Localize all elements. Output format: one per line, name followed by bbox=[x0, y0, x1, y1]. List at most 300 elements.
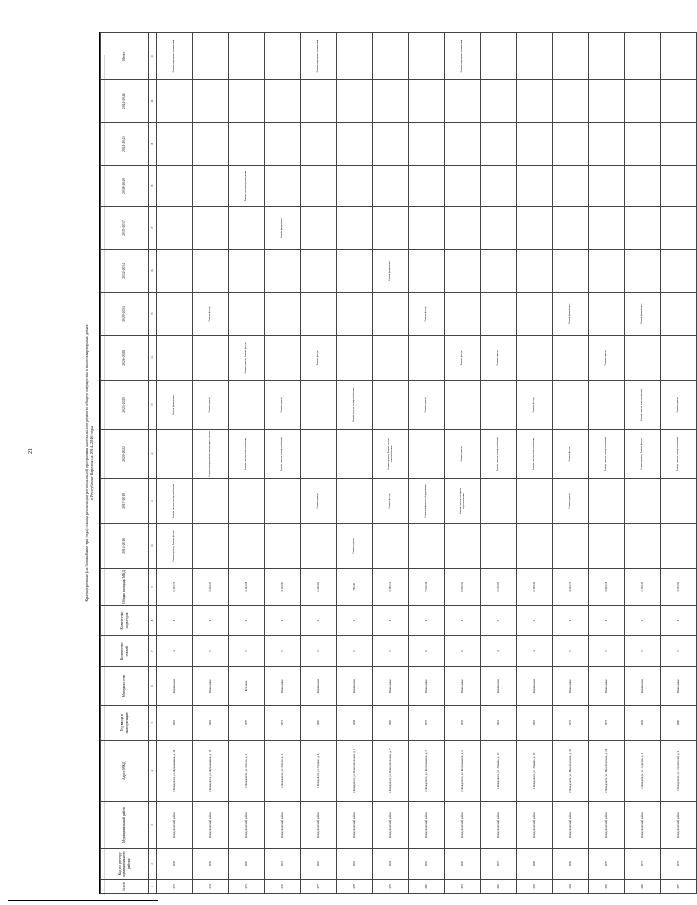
column-index: 2 bbox=[149, 849, 157, 880]
cell-year: 1961 bbox=[481, 705, 517, 740]
column-header: 2035-2037 bbox=[101, 206, 149, 249]
cell-works bbox=[625, 166, 661, 207]
cell-works bbox=[625, 478, 661, 523]
cell-works bbox=[445, 249, 481, 292]
cell-works bbox=[337, 478, 373, 523]
cell-works bbox=[661, 166, 697, 207]
cell-works bbox=[229, 80, 265, 123]
cell-area: 2 345,75 bbox=[157, 568, 193, 605]
cell-year: 1980 bbox=[661, 705, 697, 740]
cell-works bbox=[661, 478, 697, 523]
footnote-rule bbox=[8, 900, 158, 901]
cell-works: Ремонт крыши bbox=[553, 478, 589, 523]
cell-year: 1960 bbox=[301, 705, 337, 740]
cell-works bbox=[589, 80, 625, 123]
cell-works bbox=[409, 429, 445, 478]
cell-works: Ремонт фасада bbox=[445, 335, 481, 380]
cell-works bbox=[301, 380, 337, 429]
cell-code: 1060 bbox=[229, 849, 265, 880]
cell-works: Ремонт крыши bbox=[661, 380, 697, 429]
cell-works: Ремонт крыши bbox=[193, 380, 229, 429]
cell-code: 1065 bbox=[409, 849, 445, 880]
cell-works bbox=[409, 166, 445, 207]
column-header: 2038-2040 bbox=[101, 166, 149, 207]
cell-district: Кондопожский район bbox=[553, 801, 589, 848]
cell-works: Ремонт крыши bbox=[409, 380, 445, 429]
cell-works bbox=[553, 166, 589, 207]
cell-works bbox=[373, 123, 409, 166]
cell-works: Ремонт систем холодного водоснабжения bbox=[445, 478, 481, 523]
column-index: 7 bbox=[149, 636, 157, 667]
cell-works bbox=[373, 292, 409, 335]
cell-code: 1068 bbox=[517, 849, 553, 880]
cell-floors: 3 bbox=[301, 636, 337, 667]
cell-area: 3 410,20 bbox=[193, 568, 229, 605]
cell-works bbox=[409, 33, 445, 80]
column-index: 4 bbox=[149, 740, 157, 801]
cell-n: 483 bbox=[517, 879, 553, 893]
cell-district: Кондопожский район bbox=[265, 801, 301, 848]
cell-works bbox=[517, 80, 553, 123]
cell-works bbox=[517, 335, 553, 380]
cell-works: Ремонт систем теплоснабжения bbox=[229, 429, 265, 478]
cell-district: Кондопожский район bbox=[409, 801, 445, 848]
cell-works: Ремонт систем электроснабжения bbox=[265, 429, 301, 478]
column-header: 2041-2043 bbox=[101, 123, 149, 166]
cell-works: Ремонт крыши, Ремонт фасада bbox=[625, 429, 661, 478]
cell-area: 780,45 bbox=[337, 568, 373, 605]
cell-works bbox=[157, 429, 193, 478]
cell-code: 1059 bbox=[193, 849, 229, 880]
cell-works bbox=[409, 80, 445, 123]
cell-entrances: 4 bbox=[193, 605, 229, 636]
cell-works bbox=[337, 166, 373, 207]
cell-works bbox=[193, 123, 229, 166]
cell-area: 1 156,30 bbox=[625, 568, 661, 605]
cell-works: Ремонт фундамента bbox=[553, 292, 589, 335]
cell-works bbox=[553, 523, 589, 568]
cell-district: Кондопожский район bbox=[337, 801, 373, 848]
cell-district: Кондопожский район bbox=[373, 801, 409, 848]
cell-works bbox=[409, 523, 445, 568]
cell-works: Ремонт внутридомовых инженерных систем bbox=[193, 429, 229, 478]
column-index: 11 bbox=[149, 478, 157, 523]
cell-floors: 3 bbox=[625, 636, 661, 667]
cell-entrances: 5 bbox=[445, 605, 481, 636]
cell-district: Кондопожский район bbox=[517, 801, 553, 848]
cell-works bbox=[337, 292, 373, 335]
column-index: 20 bbox=[149, 80, 157, 123]
cell-works bbox=[265, 33, 301, 80]
cell-address: г. Кондопога, ул. Строителей, д. 9 bbox=[661, 740, 697, 801]
column-index: 13 bbox=[149, 380, 157, 429]
cell-wall: Панельные bbox=[661, 667, 697, 706]
cell-code: 1066 bbox=[445, 849, 481, 880]
cell-area: 3 250,90 bbox=[661, 568, 697, 605]
cell-floors: 9 bbox=[409, 636, 445, 667]
cell-entrances: 2 bbox=[337, 605, 373, 636]
cell-works bbox=[301, 123, 337, 166]
cell-district: Кондопожский район bbox=[229, 801, 265, 848]
cell-entrances: 6 bbox=[229, 605, 265, 636]
cell-year: 1970 bbox=[229, 705, 265, 740]
cell-year: 1965 bbox=[193, 705, 229, 740]
column-header: Год ввода в эксплуатацию bbox=[101, 705, 149, 740]
cell-works bbox=[373, 335, 409, 380]
cell-address: г. Кондопога, ул. Космонавтов, д. 2 bbox=[409, 740, 445, 801]
cell-works bbox=[265, 80, 301, 123]
column-index: 21 bbox=[149, 33, 157, 80]
cell-works bbox=[193, 335, 229, 380]
cell-works: Ремонт подвальных помещений bbox=[157, 33, 193, 80]
column-header: Количество подъездов bbox=[101, 605, 149, 636]
column-index: 10 bbox=[149, 523, 157, 568]
cell-works bbox=[481, 33, 517, 80]
cell-n: 484 bbox=[553, 879, 589, 893]
cell-works bbox=[229, 249, 265, 292]
cell-entrances: 4 bbox=[661, 605, 697, 636]
cell-works bbox=[661, 206, 697, 249]
column-index: 1 bbox=[149, 879, 157, 893]
table-row bbox=[301, 33, 337, 894]
cell-works: Ремонт крыши bbox=[445, 429, 481, 478]
cell-wall: Панельные bbox=[373, 667, 409, 706]
table-row bbox=[589, 33, 625, 894]
cell-district: Кондопожский район bbox=[157, 801, 193, 848]
cell-works bbox=[481, 292, 517, 335]
column-header: 2029-2031 bbox=[101, 292, 149, 335]
cell-entrances: 4 bbox=[373, 605, 409, 636]
cell-entrances: 3 bbox=[517, 605, 553, 636]
cell-code: 1062 bbox=[301, 849, 337, 880]
cell-works bbox=[661, 523, 697, 568]
cell-works bbox=[265, 523, 301, 568]
cell-entrances: 4 bbox=[157, 605, 193, 636]
cell-works: Ремонт систем электроснабжения bbox=[481, 429, 517, 478]
column-header: 2026-2028 bbox=[101, 335, 149, 380]
column-index: 17 bbox=[149, 206, 157, 249]
cell-works: Ремонт крыши bbox=[301, 478, 337, 523]
cell-address: г. Кондопога, ул. Пролетарская, д. 20 bbox=[553, 740, 589, 801]
cell-wall: Кирпичные bbox=[301, 667, 337, 706]
cell-works: Ремонт подвальных помещений bbox=[301, 33, 337, 80]
cell-works: Ремонт крыши, Ремонт систем теплоснабжения bbox=[373, 429, 409, 478]
cell-works bbox=[373, 80, 409, 123]
cell-address: г. Кондопога, ул. Пролетарская, д. 24 bbox=[589, 740, 625, 801]
cell-works bbox=[337, 33, 373, 80]
cell-works: Ремонт фасада bbox=[193, 292, 229, 335]
cell-works bbox=[157, 80, 193, 123]
cell-works bbox=[481, 206, 517, 249]
cell-entrances: 6 bbox=[553, 605, 589, 636]
cell-works bbox=[337, 249, 373, 292]
cell-works bbox=[301, 249, 337, 292]
cell-area: 1 240,60 bbox=[301, 568, 337, 605]
cell-n: 477 bbox=[301, 879, 337, 893]
column-index: 8 bbox=[149, 605, 157, 636]
cell-works: Ремонт крыши, Ремонт фасада bbox=[229, 335, 265, 380]
cell-address: г. Кондопога, ул. Советов, д. 3 bbox=[625, 740, 661, 801]
cell-entrances: 6 bbox=[265, 605, 301, 636]
cell-works bbox=[301, 206, 337, 249]
cell-n: 479 bbox=[373, 879, 409, 893]
cell-year: 1976 bbox=[445, 705, 481, 740]
cell-area: 2 210,00 bbox=[481, 568, 517, 605]
cell-code: 1058 bbox=[157, 849, 193, 880]
cell-works bbox=[301, 429, 337, 478]
cell-works: Ремонт подвальных помещений bbox=[445, 33, 481, 80]
table-row bbox=[373, 33, 409, 894]
cell-n: 482 bbox=[481, 879, 517, 893]
cell-floors: 5 bbox=[553, 636, 589, 667]
cell-works bbox=[193, 478, 229, 523]
cell-works bbox=[589, 206, 625, 249]
cell-area: 9 025,50 bbox=[445, 568, 481, 605]
table-row bbox=[157, 33, 193, 894]
cell-works bbox=[481, 380, 517, 429]
cell-works bbox=[661, 249, 697, 292]
cell-year: 1962 bbox=[157, 705, 193, 740]
cell-address: г. Кондопога, ул. Комсомольская, д. 7 bbox=[373, 740, 409, 801]
cell-address: г. Кондопога, ул. Ленина, д. 11 bbox=[481, 740, 517, 801]
cell-works bbox=[589, 123, 625, 166]
cell-code: 1071 bbox=[625, 849, 661, 880]
cell-works bbox=[517, 249, 553, 292]
table-caption-line1: Краткосрочные (на ближайшие три года) планы реализации региональной программы капитального ремонта общего имущества в многоквартирных домах bbox=[84, 324, 89, 602]
cell-works bbox=[625, 523, 661, 568]
cell-works bbox=[481, 249, 517, 292]
cell-entrances: 4 bbox=[409, 605, 445, 636]
cell-works bbox=[517, 292, 553, 335]
cell-works bbox=[265, 478, 301, 523]
cell-wall: Панельные bbox=[193, 667, 229, 706]
cell-floors: 4 bbox=[157, 636, 193, 667]
cell-entrances: 2 bbox=[301, 605, 337, 636]
cell-works bbox=[409, 206, 445, 249]
cell-works: Ремонт крыши bbox=[265, 380, 301, 429]
table-row bbox=[553, 33, 589, 894]
cell-floors: 5 bbox=[589, 636, 625, 667]
cell-works bbox=[337, 429, 373, 478]
cell-floors: 5 bbox=[229, 636, 265, 667]
cell-wall: Панельные bbox=[589, 667, 625, 706]
cell-floors: 4 bbox=[517, 636, 553, 667]
cell-address: г. Кондопога, ул. Комсомольская, д. 1 bbox=[337, 740, 373, 801]
cell-works: Ремонт систем теплоснабжения bbox=[625, 380, 661, 429]
table-caption-line2: в Республике Карелия на 2014–2046 годы bbox=[89, 426, 94, 501]
column-index: 12 bbox=[149, 429, 157, 478]
cell-n: 486 bbox=[625, 879, 661, 893]
cell-works bbox=[157, 335, 193, 380]
cell-works: Ремонт фундамента bbox=[265, 206, 301, 249]
cell-wall: Кирпичные bbox=[517, 667, 553, 706]
column-index: 19 bbox=[149, 123, 157, 166]
table-row bbox=[337, 33, 373, 894]
cell-works bbox=[517, 206, 553, 249]
cell-code: 1067 bbox=[481, 849, 517, 880]
cell-n: 485 bbox=[589, 879, 625, 893]
cell-works bbox=[481, 478, 517, 523]
cell-works bbox=[373, 523, 409, 568]
cell-works bbox=[193, 523, 229, 568]
cell-floors: 5 bbox=[193, 636, 229, 667]
cell-district: Кондопожский район bbox=[625, 801, 661, 848]
column-header: 2017-2019 bbox=[101, 478, 149, 523]
cell-code: 1064 bbox=[373, 849, 409, 880]
cell-works bbox=[265, 249, 301, 292]
cell-works bbox=[589, 523, 625, 568]
cell-address: г. Кондопога, ул. Космонавтов, д. 6 bbox=[445, 740, 481, 801]
column-header: 2032-2034 bbox=[101, 249, 149, 292]
cell-works: Ремонт фундамента bbox=[157, 380, 193, 429]
cell-year: 1975 bbox=[409, 705, 445, 740]
cell-floors: 4 bbox=[481, 636, 517, 667]
column-header: 2044-2046 bbox=[101, 80, 149, 123]
cell-address: г. Кондопога, ул. Горная, д. 4 bbox=[301, 740, 337, 801]
cell-code: 1061 bbox=[265, 849, 301, 880]
cell-year: 1973 bbox=[589, 705, 625, 740]
cell-year: 1958 bbox=[337, 705, 373, 740]
cell-code: 1070 bbox=[589, 849, 625, 880]
column-header: Адрес МКД bbox=[101, 740, 149, 801]
table-row bbox=[625, 33, 661, 894]
table-row bbox=[409, 33, 445, 894]
cell-works: Ремонт систем электроснабжения bbox=[589, 429, 625, 478]
cell-works bbox=[553, 123, 589, 166]
cell-area: 2 965,18 bbox=[589, 568, 625, 605]
cell-works bbox=[265, 166, 301, 207]
cell-works bbox=[337, 206, 373, 249]
cell-n: 480 bbox=[409, 879, 445, 893]
cell-works bbox=[517, 478, 553, 523]
cell-works bbox=[661, 292, 697, 335]
cell-wall: Блочные bbox=[229, 667, 265, 706]
cell-works bbox=[301, 523, 337, 568]
column-header: 2020-2022 bbox=[101, 429, 149, 478]
cell-works bbox=[553, 80, 589, 123]
capital-repair-table bbox=[100, 32, 697, 894]
cell-address: г. Кондопога, ул. Бумажников, д. 15 bbox=[193, 740, 229, 801]
cell-works: Ремонт фасада bbox=[517, 380, 553, 429]
cell-works: Ремонт систем электроснабжения bbox=[157, 478, 193, 523]
cell-works bbox=[409, 335, 445, 380]
cell-works: Ремонт фасада bbox=[553, 429, 589, 478]
table-row bbox=[661, 33, 697, 894]
cell-works bbox=[373, 166, 409, 207]
cell-works bbox=[409, 249, 445, 292]
cell-works bbox=[337, 335, 373, 380]
table-row bbox=[517, 33, 553, 894]
cell-area: 7 610,34 bbox=[409, 568, 445, 605]
cell-works bbox=[481, 523, 517, 568]
cell-works bbox=[517, 166, 553, 207]
cell-floors: 5 bbox=[661, 636, 697, 667]
column-index: 3 bbox=[149, 801, 157, 848]
cell-area: 2 198,40 bbox=[517, 568, 553, 605]
cell-works: Ремонт систем электроснабжения bbox=[661, 429, 697, 478]
cell-works bbox=[445, 292, 481, 335]
cell-floors: 5 bbox=[265, 636, 301, 667]
cell-works bbox=[157, 206, 193, 249]
cell-works bbox=[661, 335, 697, 380]
cell-works bbox=[193, 33, 229, 80]
cell-works bbox=[445, 380, 481, 429]
cell-district: Кондопожский район bbox=[445, 801, 481, 848]
cell-works bbox=[589, 478, 625, 523]
cell-address: г. Кондопога, ул. Ленина, д. 13 bbox=[517, 740, 553, 801]
cell-works bbox=[229, 478, 265, 523]
cell-area: 4 115,90 bbox=[265, 568, 301, 605]
cell-works bbox=[265, 123, 301, 166]
cell-works bbox=[445, 123, 481, 166]
cell-works bbox=[373, 206, 409, 249]
cell-works bbox=[481, 123, 517, 166]
cell-entrances: 2 bbox=[625, 605, 661, 636]
table-caption bbox=[79, 32, 100, 894]
cell-works bbox=[409, 123, 445, 166]
cell-works: Ремонт лифтового оборудования bbox=[409, 478, 445, 523]
cell-works: Ремонт систем электроснабжения bbox=[337, 380, 373, 429]
cell-floors: 5 bbox=[373, 636, 409, 667]
cell-works bbox=[517, 123, 553, 166]
cell-works bbox=[373, 380, 409, 429]
column-header: Муниципальный район bbox=[101, 801, 149, 848]
cell-wall: Кирпичные bbox=[337, 667, 373, 706]
cell-year: 1966 bbox=[373, 705, 409, 740]
cell-works: Ремонт крыши bbox=[337, 523, 373, 568]
cell-area: 3 380,12 bbox=[373, 568, 409, 605]
column-header: Материал стен bbox=[101, 667, 149, 706]
cell-n: 475 bbox=[229, 879, 265, 893]
cell-wall: Панельные bbox=[409, 667, 445, 706]
cell-code: 1069 bbox=[553, 849, 589, 880]
cell-year: 1972 bbox=[553, 705, 589, 740]
column-header: 2023-2025 bbox=[101, 380, 149, 429]
cell-works bbox=[553, 33, 589, 80]
column-index: 6 bbox=[149, 667, 157, 706]
cell-works: Ремонт фасада bbox=[373, 478, 409, 523]
cell-address: г. Кондопога, ул. Бумажников, д. 14 bbox=[157, 740, 193, 801]
cell-works: Ремонт фундамента bbox=[373, 249, 409, 292]
cell-works bbox=[625, 33, 661, 80]
cell-works bbox=[661, 80, 697, 123]
cell-works bbox=[589, 292, 625, 335]
cell-works bbox=[445, 166, 481, 207]
cell-area: 4 320,75 bbox=[553, 568, 589, 605]
cell-works bbox=[301, 166, 337, 207]
column-header: Итого bbox=[101, 33, 149, 80]
cell-works bbox=[157, 292, 193, 335]
table-head bbox=[101, 33, 157, 894]
cell-works bbox=[229, 206, 265, 249]
column-index: 5 bbox=[149, 705, 157, 740]
cell-works bbox=[553, 380, 589, 429]
cell-works bbox=[589, 380, 625, 429]
cell-works bbox=[265, 335, 301, 380]
cell-n: 481 bbox=[445, 879, 481, 893]
cell-works bbox=[157, 166, 193, 207]
cell-district: Кондопожский район bbox=[589, 801, 625, 848]
cell-code: 1063 bbox=[337, 849, 373, 880]
cell-district: Кондопожский район bbox=[193, 801, 229, 848]
cell-year: 1971 bbox=[265, 705, 301, 740]
column-index: 9 bbox=[149, 568, 157, 605]
cell-works: Ремонт систем теплоснабжения bbox=[517, 429, 553, 478]
cell-n: 473 bbox=[157, 879, 193, 893]
cell-works: Ремонт фасада bbox=[301, 335, 337, 380]
cell-works bbox=[193, 249, 229, 292]
cell-works bbox=[193, 80, 229, 123]
